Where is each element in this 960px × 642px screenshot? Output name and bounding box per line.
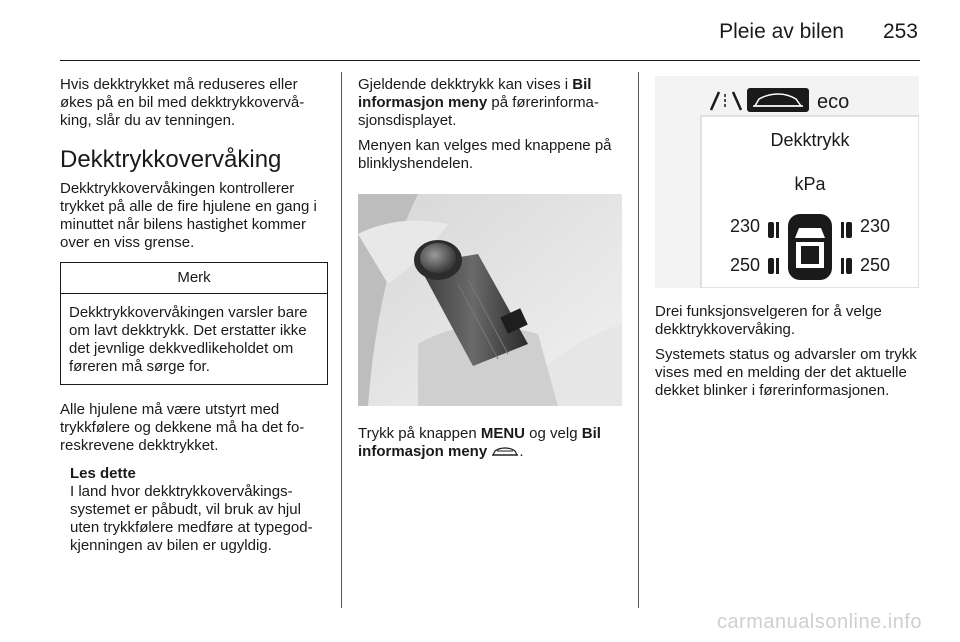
column-divider [638, 72, 639, 608]
header-rule [60, 60, 920, 61]
buttons-paragraph: Menyen kan velges med knappene på blinklyshendelen. [358, 137, 612, 172]
page-number: 253 [882, 20, 918, 43]
menu-name: Bil informasjon meny [358, 76, 592, 111]
turn-signal-lever-photo [358, 194, 622, 406]
column-2 [358, 76, 626, 468]
display-title: Dekktrykk [770, 130, 850, 150]
note-body: Dekktrykkovervåkingen varsler bare om lavt dekktrykk. Det erstatter ikke det jevnlige dekkvedlikeholdet om føreren må sørge for. [69, 304, 308, 375]
rear-right-pressure: 250 [860, 255, 891, 275]
page-header [60, 14, 920, 58]
car-icon [491, 446, 519, 458]
menu-instruction: Trykk på knappen MENU og velg Bil informasjon meny . [358, 425, 601, 460]
watermark: carmanualsonline.info [716, 611, 922, 633]
column-3 [655, 76, 923, 407]
car-highlight-icon [747, 88, 809, 112]
page-title: Pleie av bilen [719, 20, 844, 43]
display-paragraph: Gjeldende dekktrykk kan vises i Bil informasjon meny på førerinformasjonsdisplayet. [358, 76, 599, 129]
body-paragraph: Alle hjulene må være utstyrt med trykkfølere og dekkene må ha det foreskrevene dekktrykket. [60, 401, 305, 454]
section-heading: Dekktrykkovervåking [60, 146, 282, 173]
pressure-unit: kPa [794, 174, 826, 194]
menu-button-label: MENU [480, 425, 526, 442]
front-left-pressure: 230 [729, 216, 760, 236]
column-1 [60, 76, 328, 555]
eco-label: eco [817, 91, 850, 113]
intro-paragraph: Hvis dekktrykket må reduseres eller økes på en bil med dekktrykkovervåking, slår du av tenningen. [60, 76, 305, 129]
front-right-pressure: 230 [860, 216, 891, 236]
note-box [60, 262, 328, 385]
menu-name: Bil informasjon meny [358, 425, 601, 460]
warning-body: I land hvor dekktrykkovervåkingssystemet er påbudt, vil bruk av hjul uten trykkfølere medføre at typegodkjenningen av bilen er ugyldig. [70, 483, 313, 554]
note-title: Merk [61, 263, 327, 294]
driver-info-display [655, 76, 919, 288]
status-paragraph: Systemets status og advarsler om trykk vises med en melding der det aktuelle dekket blinker i førerinformasjonen. [655, 346, 917, 399]
column-divider [341, 72, 342, 608]
warning-title: Les dette [70, 465, 136, 482]
function-selector-paragraph: Drei funksjonsvelgeren for å velge dekktrykkovervåking. [655, 303, 882, 338]
rear-left-pressure: 250 [729, 255, 760, 275]
body-paragraph: Dekktrykkovervåkingen kontrollerer trykket på alle de fire hjulene en gang i minuttet når bilens hastighet kommer over en viss grense. [60, 180, 317, 251]
warning-block [70, 465, 328, 555]
